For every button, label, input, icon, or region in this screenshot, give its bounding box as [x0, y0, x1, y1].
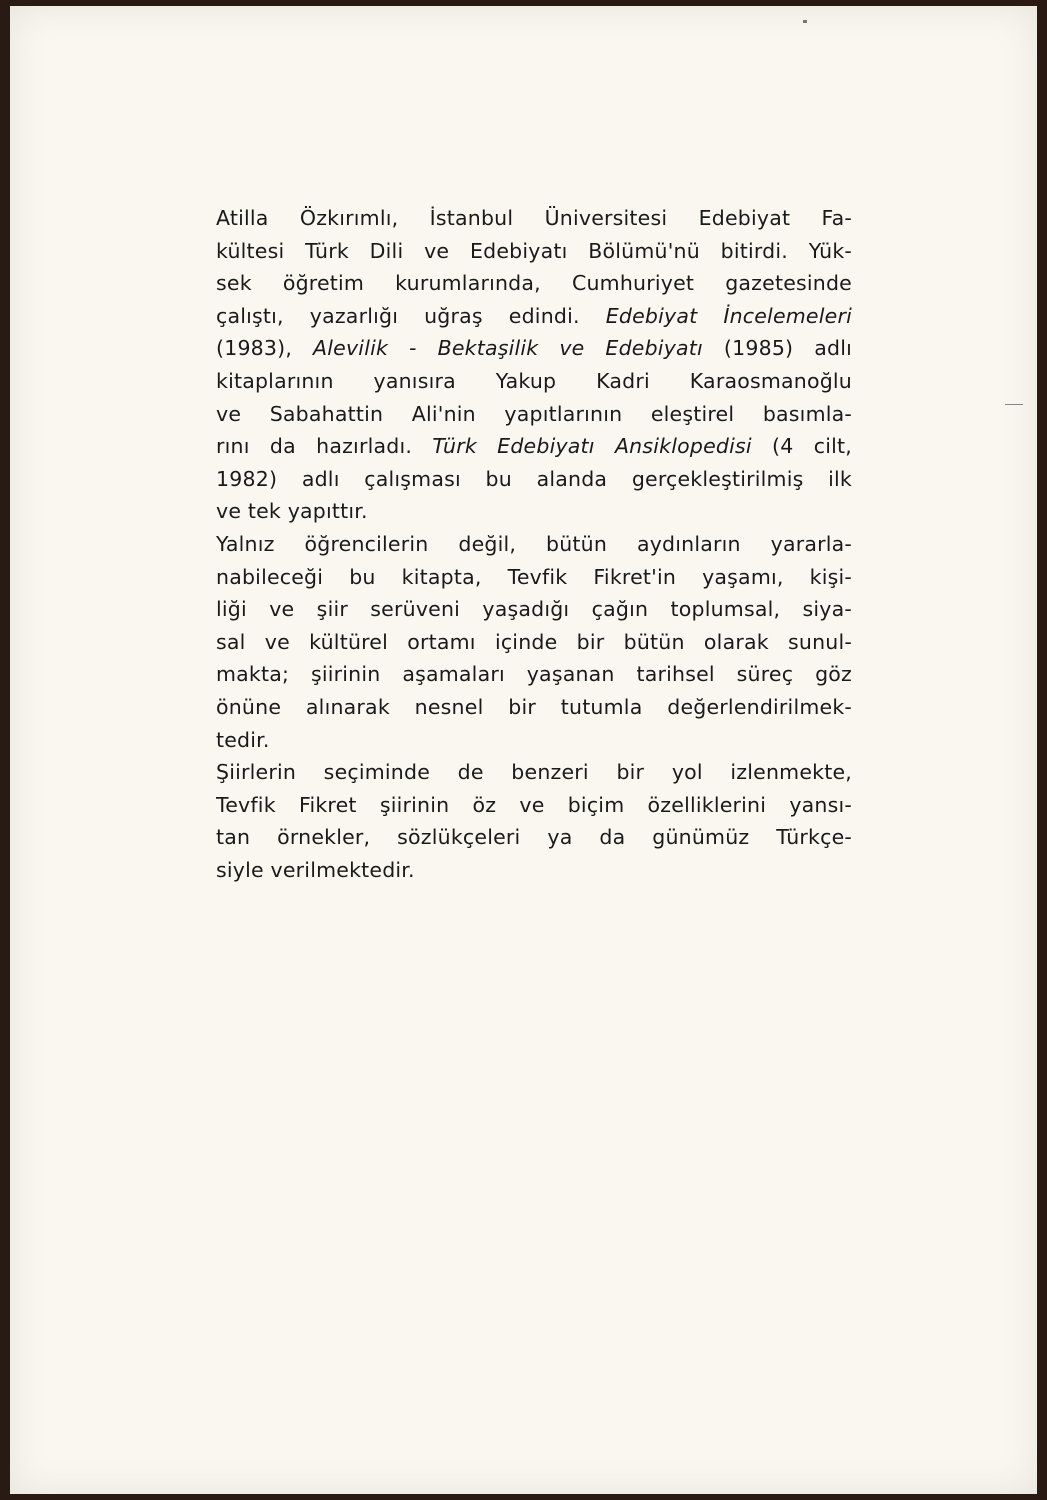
text-line: [216, 365, 852, 398]
text-line: [216, 724, 852, 757]
text-run: kültesi Türk Dili ve Edebiyatı Bölümü'nü bitirdi. Yük-: [216, 238, 852, 263]
text-run: makta; şiirinin aşamaları yaşanan tarihsel süreç göz: [216, 662, 852, 687]
text-run: önüne alınarak nesnel bir tutumla değerlendirilmek-: [216, 694, 852, 719]
text-line: [216, 267, 852, 300]
text-line: [216, 691, 852, 724]
text-run: tedir.: [216, 727, 270, 752]
text-line: [216, 332, 852, 365]
text-line: [216, 528, 852, 561]
text-run: liği ve şiir serüveni yaşadığı çağın toplumsal, siya-: [216, 597, 852, 622]
text-line: [216, 495, 852, 528]
text-line: [216, 430, 852, 463]
text-line: [216, 398, 852, 431]
edge-mark: [1005, 404, 1023, 405]
ink-speck: [803, 20, 807, 23]
text-line: [216, 854, 852, 887]
text-run: sal ve kültürel ortamı içinde bir bütün olarak sunul-: [216, 629, 852, 654]
paragraph: [216, 756, 852, 886]
text-run: kitaplarının yanısıra Yakup Kadri Karaosmanoğlu: [216, 368, 852, 393]
text-run: (4 cilt,: [751, 434, 852, 459]
text-line: [216, 626, 852, 659]
blurb-text: [216, 202, 852, 886]
text-line: [216, 658, 852, 691]
text-run: nabileceği bu kitapta, Tevfik Fikret'in yaşamı, kişi-: [216, 564, 852, 589]
book-title: Türk Edebiyatı Ansiklopedisi: [432, 434, 752, 459]
text-run: sek öğretim kurumlarında, Cumhuriyet gazetesinde: [216, 271, 852, 296]
text-run: çalıştı, yazarlığı uğraş edindi.: [216, 303, 606, 328]
text-line: [216, 463, 852, 496]
text-line: [216, 593, 852, 626]
text-line: [216, 756, 852, 789]
text-run: (1985) adlı: [702, 336, 852, 361]
paragraph: [216, 528, 852, 756]
text-run: ve Sabahattin Ali'nin yapıtlarının eleştirel basımla-: [216, 401, 852, 426]
book-title: Alevilik - Bektaşilik ve Edebiyatı: [313, 336, 703, 361]
text-run: rını da hazırladı.: [216, 434, 433, 459]
text-run: (1983),: [216, 336, 314, 361]
text-line: [216, 821, 852, 854]
text-line: [216, 300, 852, 333]
text-run: siyle verilmektedir.: [216, 857, 415, 882]
text-line: [216, 561, 852, 594]
text-run: Yalnız öğrencilerin değil, bütün aydınların yararla-: [216, 531, 852, 556]
text-line: [216, 202, 852, 235]
text-run: Şiirlerin seçiminde de benzeri bir yol izlenmekte,: [216, 760, 852, 785]
text-line: [216, 235, 852, 268]
book-title: Edebiyat İncelemeleri: [605, 303, 852, 328]
text-run: Atilla Özkırımlı, İstanbul Üniversitesi Edebiyat Fa-: [216, 206, 852, 230]
text-run: Tevfik Fikret şiirinin öz ve biçim özelliklerini yansı-: [216, 792, 852, 817]
book-back-cover: [10, 6, 1037, 1494]
text-run: ve tek yapıttır.: [216, 499, 368, 524]
text-run: tan örnekler, sözlükçeleri ya da günümüz Türkçe-: [216, 825, 852, 850]
paragraph: [216, 202, 852, 528]
text-run: 1982) adlı çalışması bu alanda gerçekleştirilmiş ilk: [216, 466, 852, 491]
text-line: [216, 789, 852, 822]
